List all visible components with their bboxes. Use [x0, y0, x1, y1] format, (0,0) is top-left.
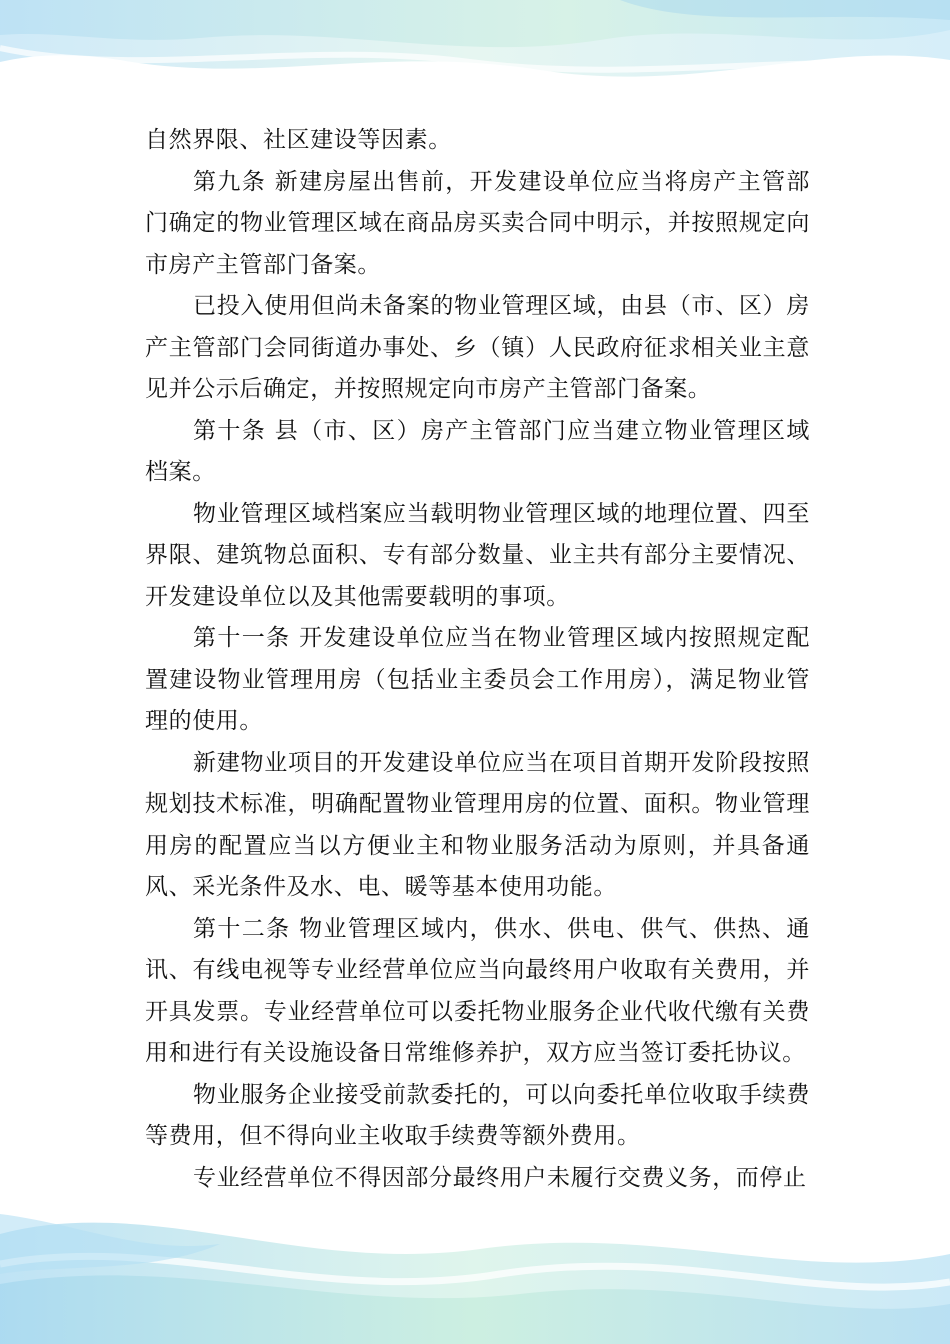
paragraph: 第十条 县（市、区）房产主管部门应当建立物业管理区域档案。 [145, 417, 810, 485]
paragraph: 已投入使用但尚未备案的物业管理区域，由县（市、区）房产主管部门会同街道办事处、乡（镇）人民政府征求相关业主意见并公示后确定，并按照规定向市房产主管部门备案。 [145, 293, 810, 402]
document-body [145, 120, 810, 1199]
paragraph: 新建物业项目的开发建设单位应当在项目首期开发阶段按照规划技术标准，明确配置物业管理用房的位置、面积。物业管理用房的配置应当以方便业主和物业服务活动为原则，并具备通风、采光条件及水、电、暖等基本使用功能。 [145, 749, 810, 900]
paragraph: 第十一条 开发建设单位应当在物业管理区域内按照规定配置建设物业管理用房（包括业主委员会工作用房），满足物业管理的使用。 [145, 625, 810, 734]
paragraph: 第十二条 物业管理区域内，供水、供电、供气、供热、通讯、有线电视等专业经营单位应当向最终用户收取有关费用，并开具发票。专业经营单位可以委托物业服务企业代收代缴有关费用和进行有关设施设备日常维修养护，双方应当签订委托协议。 [145, 915, 810, 1066]
paragraph: 专业经营单位不得因部分最终用户未履行交费义务，而停止 [193, 1164, 807, 1191]
paragraph: 物业服务企业接受前款委托的，可以向委托单位收取手续费等费用，但不得向业主收取手续费等额外费用。 [145, 1081, 810, 1149]
top-wave-decoration [0, 0, 950, 110]
paragraph: 自然界限、社区建设等因素。 [145, 127, 452, 153]
paragraph: 物业管理区域档案应当载明物业管理区域的地理位置、四至界限、建筑物总面积、专有部分数量、业主共有部分主要情况、开发建设单位以及其他需要载明的事项。 [145, 500, 810, 610]
paragraph: 第九条 新建房屋出售前，开发建设单位应当将房产主管部门确定的物业管理区域在商品房买卖合同中明示，并按照规定向市房产主管部门备案。 [145, 168, 810, 278]
